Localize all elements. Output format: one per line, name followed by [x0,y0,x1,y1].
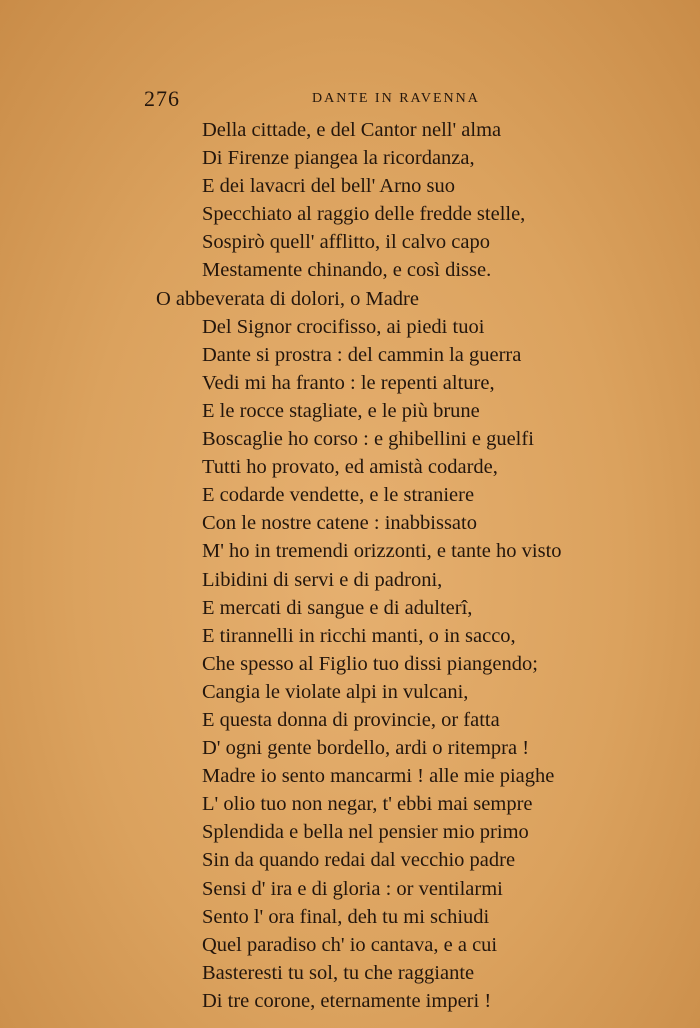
verse-line: Quel paradiso ch' io cantava, e a cui [202,933,498,956]
verse-line: Di Firenze piangea la ricordanza, [202,147,475,170]
verse-line: Sin da quando redai dal vecchio padre [202,849,516,872]
verse-line: Tutti ho provato, ed amistà codarde, [202,456,498,479]
verse-line: E tirannelli in ricchi manti, o in sacco, [202,624,516,647]
verse-line: Del Signor crocifisso, ai piedi tuoi [202,315,485,338]
verse-line: Cangia le violate alpi in vulcani, [202,680,469,703]
verse-line: E codarde vendette, e le straniere [202,484,475,507]
verse-line: Che spesso al Figlio tuo dissi piangendo; [202,652,538,675]
verse-line: Sensi d' ira e di gloria : or ventilarmi [202,877,503,900]
verse-line: Madre io sento mancarmi ! alle mie piaghe [202,765,555,788]
verse-line: Basteresti tu sol, tu che raggiante [202,961,475,984]
verse-line: Sento l' ora final, deh tu mi schiudi [202,905,490,928]
verse-line: E le rocce stagliate, e le più brune [202,399,480,422]
poem-body [0,116,700,1015]
verse-line: Dante si prostra : del cammin la guerra [202,343,522,366]
verse-line: Splendida e bella nel pensier mio primo [202,821,529,844]
verse-line: Mestamente chinando, e così disse. [202,259,492,282]
verse-line: D' ogni gente bordello, ardi o ritempra ! [202,737,530,760]
verse-line: Boscaglie ho corso : e ghibellini e guelfi [202,428,534,451]
verse-line: Di tre corone, eternamente imperi ! [202,989,492,1012]
verse-line: Vedi mi ha franto : le repenti alture, [202,371,495,394]
verse-line: E questa donna di provincie, or fatta [202,708,500,731]
verse-line: E dei lavacri del bell' Arno suo [202,175,456,198]
running-title: DANTE IN RAVENNA [312,91,480,106]
verse-line: Con le nostre catene : inabbissato [202,512,477,535]
verse-line: M' ho in tremendi orizzonti, e tante ho visto [202,540,562,563]
verse-line: Libidini di servi e di padroni, [202,568,443,591]
page-number: 276 [144,86,180,111]
verse-line: O abbeverata di dolori, o Madre [156,287,419,310]
verse-line: Sospirò quell' afflitto, il calvo capo [202,231,490,254]
verse-line: Specchiato al raggio delle fredde stelle, [202,203,526,226]
page-header [0,86,700,114]
verse-line: Della cittade, e del Cantor nell' alma [202,119,502,141]
verse-line: E mercati di sangue e di adulterî, [202,596,473,619]
verse-line: L' olio tuo non negar, t' ebbi mai sempre [202,793,533,816]
